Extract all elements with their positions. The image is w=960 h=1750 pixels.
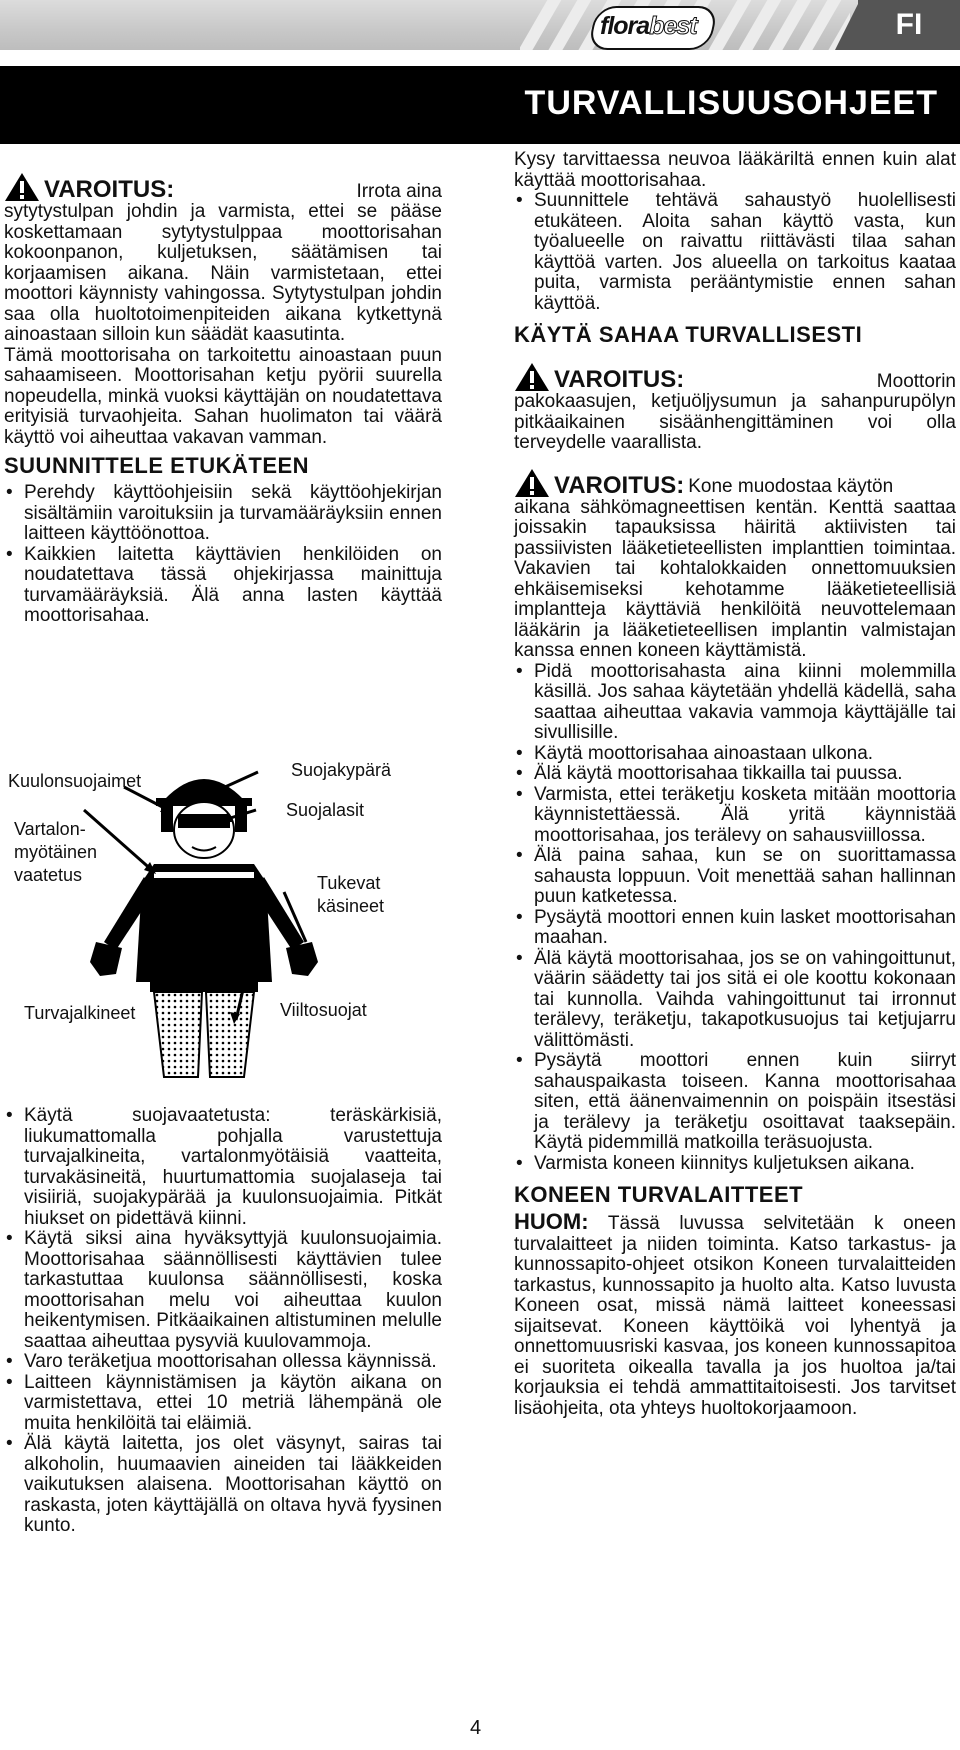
label-chaps: Viiltosuojat xyxy=(280,1000,367,1020)
warning-icon xyxy=(4,172,40,202)
list-item: • Perehdy käyttöohjeisiin sekä käyttöohjekirjan sisältämiin varoituksiin ja turvamääräyksiin ennen laitteen käyttöönottoa. xyxy=(4,483,442,545)
list-item: • Älä käytä laitetta, jos olet väsynyt, sairas tai alkoholin, huumaavien aineiden tai lääkkeiden vaikutuksen alaisena. Moottorisahan käyttö on raskasta, joten käyttäjällä on oltava hyvä fyysinen kunto. xyxy=(4,1434,442,1537)
list-item: • Pysäytä moottori ennen kuin siirryt sahauspaikasta toiseen. Kanna moottorisahaa siten, että äänenvaimennin on poispäin itsestäsi ja terälevy ja teräketju osoittavat taaksepäin. Käytä pidemmillä matkoilla teräsuojusta. xyxy=(514,1051,956,1154)
label-gloves: Tukevat käsineet xyxy=(317,873,385,916)
list-item: • Käytä siksi aina hyväksyttyjä kuulonsuojaimia. Moottorisahaa säännöllisesti käyttävien tulee tarkastuttaa kuulonsa säännöllisesti, koska moottorisahan melu voi aiheuttaa kuulon heikentymisen. Pitkäaikainen altistuminen melulle saattaa aiheuttaa pysyviä kuulovammoja. xyxy=(4,1229,442,1352)
label-goggles: Suojalasit xyxy=(286,800,365,820)
bullet-list xyxy=(4,483,442,627)
label-clothing: Vartalon- myötäinen vaatetus xyxy=(14,819,98,885)
intro-paragraph: Kysy tarvittaessa neuvoa lääkäriltä ennen kuin alat käyttää moottorisahaa. xyxy=(514,149,956,191)
warning-first-words: Moottorin xyxy=(876,370,956,392)
page-title: TURVALLISUUSOHJEET xyxy=(524,84,938,122)
list-item: • Pidä moottorisahasta aina kiinni molemmilla käsillä. Jos sahaa käytetään yhdellä kädellä, saha saattaa aiheuttaa vakavia vammoja käyttäjälle tai sivullisille. xyxy=(514,662,956,744)
warning-text: sytytystulpan johdin ja varmista, ettei se pääse koskettamaan sytytystulppaa moottorisahan kokoonpanon, kuljetuksen, säätämisen tai korjaamisen aikana. Näin varmistetaan, ettei moottori käynnisty vahingossa. Sytytystulpan johdin saa olla huoltotoimenpiteiden aikana kytkettynä ainoastaan silloin kun säädät kaasutinta. xyxy=(4,201,442,345)
list-item: • Suunnittele tehtävä sahaustyö huolellisesti etukäteen. Aloita sahan käyttö vasta, kun työalueelle on raivattu riittävästi tilaa sahan käyttöä varten. Jos alueella on tarkoitus kaataa puita, varmista perääntymistie ennen sahan käyttöä. xyxy=(514,191,956,314)
list-item: • Kaikkien laitetta käyttävien henkilöiden on noudatettava tässä ohjekirjassa mainittuja turvamääräyksiä. Älä anna lasten käyttää moottorisahaa. xyxy=(4,545,442,627)
note-paragraph xyxy=(514,1209,957,1419)
bullet-list xyxy=(514,191,956,314)
list-item: • Laitteen käynnistämisen ja käytön aikana on varmistettava, ettei 10 metriä lähempänä ole muita henkilöitä tai eläimiä. xyxy=(4,1373,442,1435)
label-ear-protection: Kuulonsuojaimet xyxy=(8,771,142,791)
list-item: • Pysäytä moottori ennen kuin lasket moottorisahan maahan. xyxy=(514,908,956,949)
list-item: • Varmista koneen kiinnitys kuljetuksen aikana. xyxy=(514,1154,956,1175)
warning-icon xyxy=(514,468,550,498)
warning-block xyxy=(514,468,956,498)
warning-label: VAROITUS: xyxy=(554,471,685,499)
left-column xyxy=(4,168,442,627)
section-heading: SUUNNITTELE ETUKÄTEEN xyxy=(4,453,310,478)
list-item: • Varo teräketjua moottorisahan ollessa käynnissä. xyxy=(4,1352,442,1373)
page-number: 4 xyxy=(470,1717,482,1739)
bullet-list xyxy=(4,1106,442,1537)
warning-icon xyxy=(514,362,550,392)
list-item: • Älä paina sahaa, kun se on suorittamassa sahausta loppuun. Voit menettää sahan hallinnan puun katketessa. xyxy=(514,846,956,908)
list-item: • Älä käytä moottorisahaa tikkailla tai puussa. xyxy=(514,764,956,785)
language-code: FI xyxy=(858,0,960,50)
list-item: • Älä käytä moottorisahaa, jos se on vahingoittunut, väärin säädetty tai jos sitä ei ole koottu kokonaan tai kunnolla. Vaihda vahingoittunut tai irronnut terälevy, teräketju, takapotkusuojus tai ketjujarru välittömästi. xyxy=(514,949,956,1052)
protective-gear-figure xyxy=(4,752,442,1082)
warning-text: aikana sähkömagneettisen kentän. Kenttä saattaa joissakin tapauksissa häiritä aktiivisten tai passiivisten lääketieteellisten implanttien toimintaa. Vakavien tai kohtalokkaiden onnettomuuksien ehkäisemiseksi kehotamme lääketieteellisiä implantteja käyttäviä henkilöitä neuvottelemaan lääkärin ja lääketieteellisen implantin valmistajan kanssa ennen koneen käyttämistä. xyxy=(514,496,956,661)
warning-label: VAROITUS: xyxy=(554,366,685,393)
warning-label: VAROITUS: xyxy=(44,176,175,203)
intro-paragraph: Tämä moottorisaha on tarkoitettu ainoastaan puun sahaamiseen. Moottorisahan ketju pyörii suurella nopeudella, minkä vuoksi käyttäjän on noudatettava erityisiä turvaohjeita. Sahan huolimaton tai väärä käyttö voi aiheuttaa vakavan vamman. xyxy=(4,344,442,448)
brand-logo-text: florabest xyxy=(600,12,697,40)
title-bar xyxy=(0,66,960,144)
note-text: Tässä luvussa selvitetään k oneen turvalaitteet ja niiden toiminta. Katso tarkastus- ja kunnossapito-ohjeet otsikon Koneen turvalaitteiden tarkastus, kunnossapito ja huolto alta. Katso luvusta Koneen osat, missä nämä laitteet koneessasi sijaitsevat. Koneen käyttöikä voi lyhentyä ja onnettomuusriski kasvaa, jos koneen kunnossapitoa ei suoriteta oikealla tavalla ja jos huoltoa ja/tai korjauksia ei tehdä ammattitaitoisesti. Jos tarvitset lisäohjeita, ota yhteys huoltokorjaamoon. xyxy=(514,1213,957,1419)
label-helmet: Suojakypärä xyxy=(291,760,392,780)
right-column xyxy=(514,150,956,1419)
bullet-list xyxy=(514,662,956,1175)
warning-first-words: Irrota aina xyxy=(356,180,442,202)
warning-block xyxy=(4,172,442,202)
list-item: • Varmista, ettei teräketju kosketa mitään moottoria käynnistettäessä. Älä yritä käynnistää moottorisahaa, jos terälevy on sahausviillossa. xyxy=(514,785,956,847)
section-heading: KONEEN TURVALAITTEET xyxy=(514,1182,804,1207)
warning-block xyxy=(514,362,956,392)
warning-first-words: Kone muodostaa käytön xyxy=(688,476,894,497)
list-item: • Käytä moottorisahaa ainoastaan ulkona. xyxy=(514,744,956,765)
note-label: HUOM: xyxy=(514,1209,589,1234)
warning-text: pakokaasujen, ketjuöljysumun ja sahanpurupölyn pitkäaikainen sisäänhengittäminen voi olla terveydelle vaarallista. xyxy=(514,391,956,453)
left-column-lower xyxy=(4,1106,442,1537)
label-boots: Turvajalkineet xyxy=(24,1003,136,1023)
list-item: • Käytä suojavaatetusta: teräskärkisiä, liukumattomalla pohjalla varustettuja turvajalkineita, vartalonmyötäisiä vaatteita, turvakäsineitä, huurtumattomia suojalaseja tai visiiriä, suojakypärää ja kuulonsuojaimia. Pitkät hiukset on pidettävä kiinni. xyxy=(4,1106,442,1229)
section-heading: KÄYTÄ SAHAA TURVALLISESTI xyxy=(514,322,863,347)
language-tab-slant xyxy=(835,0,860,50)
